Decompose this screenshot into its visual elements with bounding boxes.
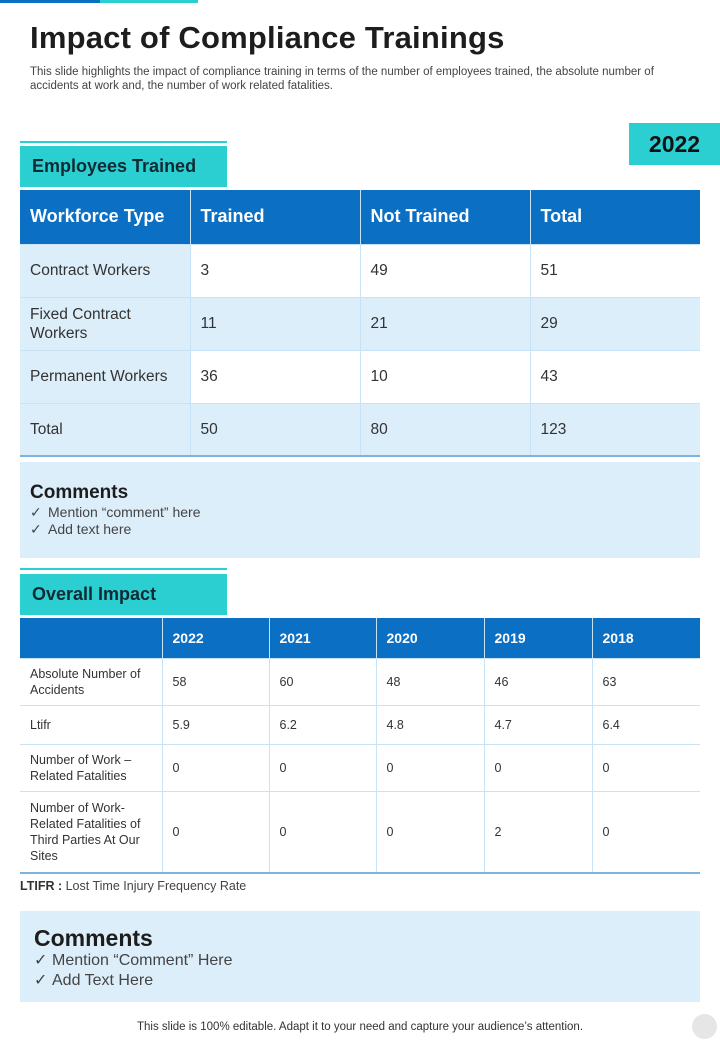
row-label: Number of Work-Related Fatalities of Third Parties At Our Sites [20,791,162,873]
table-cell: 43 [530,350,700,403]
table-row-total [20,403,700,456]
table-cell: 36 [190,350,360,403]
comments-box-employees [20,462,700,558]
check-icon: ✓ [30,521,42,537]
table-cell: 3 [190,244,360,297]
column-header: Workforce Type [20,190,190,244]
row-label: Contract Workers [20,244,190,297]
table-row [20,658,700,705]
comment-item [30,521,700,538]
table-cell: 29 [530,297,700,350]
comment-item [30,504,700,521]
table-cell: 0 [592,744,700,791]
column-header: 2021 [269,618,376,658]
page-title: Impact of Compliance Trainings [30,20,505,55]
table-cell: 50 [190,403,360,456]
overall-impact-table [20,618,700,874]
top-accent-line-blue [0,0,100,3]
row-label: Ltifr [20,705,162,744]
comment-text: Mention “Comment” Here [52,952,233,969]
column-header: 2018 [592,618,700,658]
employees-trained-table [20,190,700,457]
table-cell: 0 [269,791,376,873]
table-cell: 5.9 [162,705,269,744]
row-label: Permanent Workers [20,350,190,403]
table-cell: 58 [162,658,269,705]
section-tag-employees-trained: Employees Trained [20,146,227,187]
table-cell: 6.2 [269,705,376,744]
table-cell: 0 [269,744,376,791]
table-cell: 6.4 [592,705,700,744]
row-label: Fixed Contract Workers [20,297,190,350]
table-cell: 51 [530,244,700,297]
table-cell: 21 [360,297,530,350]
comment-item [34,951,700,971]
table-cell: 80 [360,403,530,456]
table-cell: 0 [162,744,269,791]
row-label: Total [20,403,190,456]
table-header-row [20,618,700,658]
slide-footer: This slide is 100% editable. Adapt it to your need and capture your audience’s attention. [136,1021,584,1033]
table-row [20,705,700,744]
table-cell: 4.8 [376,705,484,744]
table-row [20,744,700,791]
check-icon: ✓ [34,972,48,989]
table-cell: 60 [269,658,376,705]
table-cell: 0 [592,791,700,873]
table-cell: 46 [484,658,592,705]
table-row [20,350,700,403]
row-label: Number of Work – Related Fatalities [20,744,162,791]
column-header: Not Trained [360,190,530,244]
comments-heading: Comments [34,925,153,951]
table-cell: 0 [376,744,484,791]
table-row [20,791,700,873]
column-header: Total [530,190,700,244]
table-cell: 10 [360,350,530,403]
table-cell: 48 [376,658,484,705]
year-badge: 2022 [629,123,720,165]
table-cell: 0 [162,791,269,873]
column-header: 2020 [376,618,484,658]
corner-circle-decoration [692,1014,717,1039]
comment-text: Add Text Here [52,972,154,989]
column-header: 2019 [484,618,592,658]
table-cell: 0 [376,791,484,873]
table-cell: 123 [530,403,700,456]
section-tag-overall-impact: Overall Impact [20,574,227,615]
comment-text: Add text here [48,521,132,537]
table-row [20,297,700,350]
check-icon: ✓ [30,504,42,520]
footnote-text: Lost Time Injury Frequency Rate [65,879,247,893]
comments-heading: Comments [30,482,129,503]
table-cell: 0 [484,744,592,791]
table-row [20,244,700,297]
page-subtitle: This slide highlights the impact of compliance training in terms of the number of employees trained, the absolute number of accidents at work and, the number of work related fatalities. [30,66,654,92]
table-cell: 11 [190,297,360,350]
comment-text: Mention “comment” here [48,504,201,520]
table-cell: 49 [360,244,530,297]
check-icon: ✓ [34,952,48,969]
footnote-label: LTIFR : [20,879,63,893]
section-divider-employees [20,141,227,143]
comment-item [34,971,700,991]
row-label: Absolute Number of Accidents [20,658,162,705]
table-cell: 63 [592,658,700,705]
comments-box-impact [20,911,700,1002]
column-header: Trained [190,190,360,244]
table-cell: 4.7 [484,705,592,744]
top-accent-line-cyan [100,0,198,3]
column-header: 2022 [162,618,269,658]
table-header-row [20,190,700,244]
ltifr-footnote [20,879,246,893]
section-divider-impact [20,568,227,570]
column-header [20,618,162,658]
table-cell: 2 [484,791,592,873]
